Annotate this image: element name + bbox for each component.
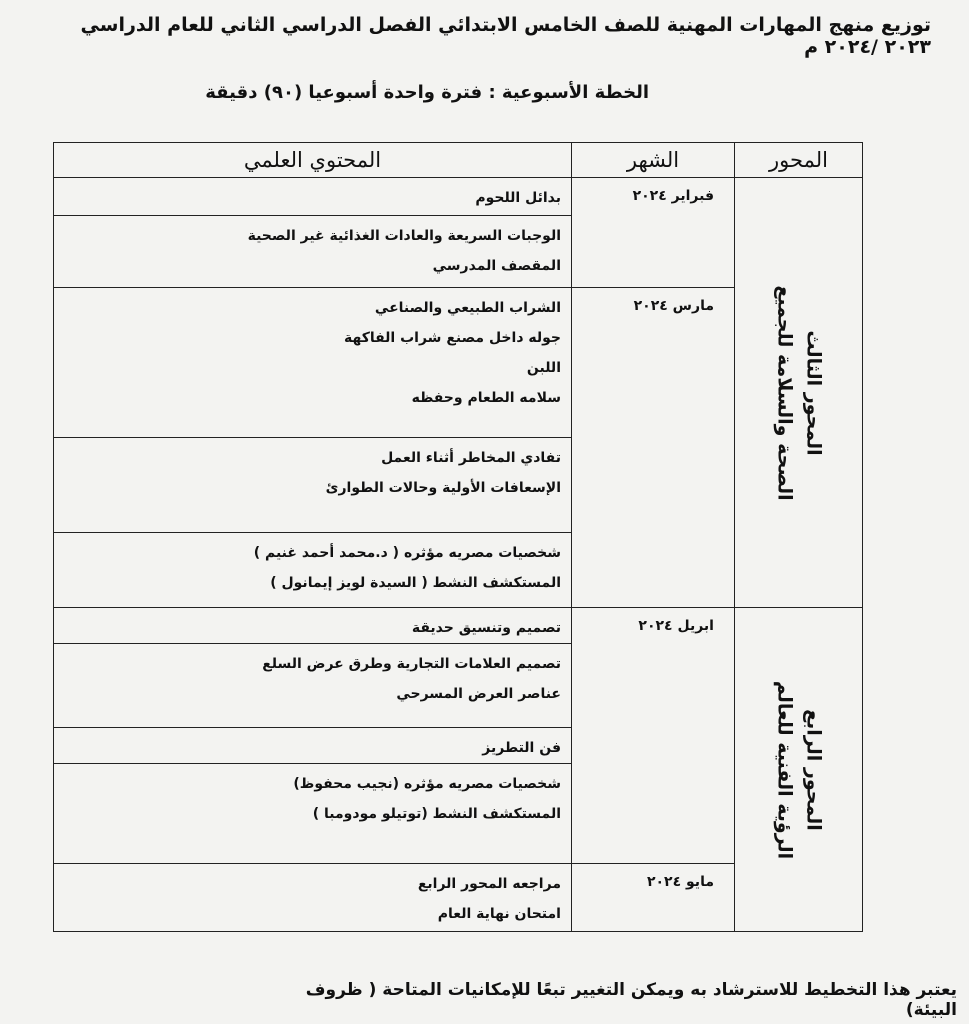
content-item: الإسعافات الأولية وحالات الطوارئ bbox=[325, 480, 561, 496]
content-cell bbox=[54, 608, 572, 644]
footer-note: يعتبر هذا التخطيط للاسترشاد به ويمكن التغيير تبعًا للإمكانيات المتاحة ( ظروف البيئة) bbox=[305, 980, 957, 1020]
table-header-row bbox=[54, 143, 863, 178]
content-item: الشراب الطبيعي والصناعي bbox=[374, 300, 561, 316]
month-april: ابريل ٢٠٢٤ bbox=[572, 608, 735, 864]
content-item: تصميم العلامات التجارية وطرق عرض السلع bbox=[262, 656, 561, 672]
content-item: امتحان نهاية العام bbox=[437, 906, 561, 922]
curriculum-table bbox=[53, 142, 863, 932]
weekly-plan-subtitle: الخطة الأسبوعية : فترة واحدة أسبوعيا (٩٠) دقيقة bbox=[205, 82, 649, 103]
month-march: مارس ٢٠٢٤ bbox=[572, 288, 735, 608]
content-item: سلامه الطعام وحفظه bbox=[411, 390, 561, 406]
content-cell bbox=[54, 864, 572, 932]
content-cell bbox=[54, 728, 572, 764]
content-cell bbox=[54, 438, 572, 533]
content-item: شخصيات مصريه مؤثره ( د.محمد أحمد غنيم ) bbox=[253, 545, 561, 561]
table-row bbox=[54, 178, 863, 216]
content-item: جوله داخل مصنع شراب الفاكهة bbox=[343, 330, 561, 346]
month-february: فبراير ٢٠٢٤ bbox=[572, 178, 735, 288]
content-cell bbox=[54, 216, 572, 288]
content-item: المستكشف النشط (توتيلو مودومبا ) bbox=[312, 806, 561, 822]
content-cell bbox=[54, 764, 572, 864]
content-item: اللبن bbox=[526, 360, 561, 376]
axis-label-fourth: المحور الرابع الرؤية الفنية للعالم bbox=[773, 680, 824, 859]
header-axis: المحور bbox=[735, 143, 863, 178]
month-may: مايو ٢٠٢٤ bbox=[572, 864, 735, 932]
content-item: تصميم وتنسيق حديقة bbox=[411, 620, 561, 636]
header-content: المحتوي العلمي bbox=[54, 143, 572, 178]
content-cell bbox=[54, 178, 572, 216]
content-cell bbox=[54, 644, 572, 728]
table-row bbox=[54, 608, 863, 644]
content-item: عناصر العرض المسرحي bbox=[396, 686, 561, 702]
document-title: توزيع منهج المهارات المهنية للصف الخامس الابتدائي الفصل الدراسي الثاني للعام الدراسي ٢٠٢٣ /٢٠٢٤ م bbox=[80, 14, 931, 58]
header-month: الشهر bbox=[572, 143, 735, 178]
content-item: شخصيات مصريه مؤثره (نجيب محفوظ) bbox=[293, 776, 561, 792]
content-item: المستكشف النشط ( السيدة لويز إيمانول ) bbox=[270, 575, 561, 591]
content-cell bbox=[54, 288, 572, 438]
content-item: تفادي المخاطر أثناء العمل bbox=[381, 450, 561, 466]
content-item: الوجبات السريعة والعادات الغذائية غير الصحية bbox=[247, 228, 561, 244]
content-item: بدائل اللحوم bbox=[475, 190, 561, 206]
axis-cell-fourth bbox=[735, 608, 863, 932]
content-cell bbox=[54, 533, 572, 608]
content-item: فن التطريز bbox=[482, 740, 561, 756]
axis-cell-third bbox=[735, 178, 863, 608]
content-item: المقصف المدرسي bbox=[432, 258, 561, 274]
axis-label-third: المحور الثالث الصحة والسلامة للجميع bbox=[773, 284, 824, 501]
content-item: مراجعه المحور الرابع bbox=[417, 876, 561, 892]
